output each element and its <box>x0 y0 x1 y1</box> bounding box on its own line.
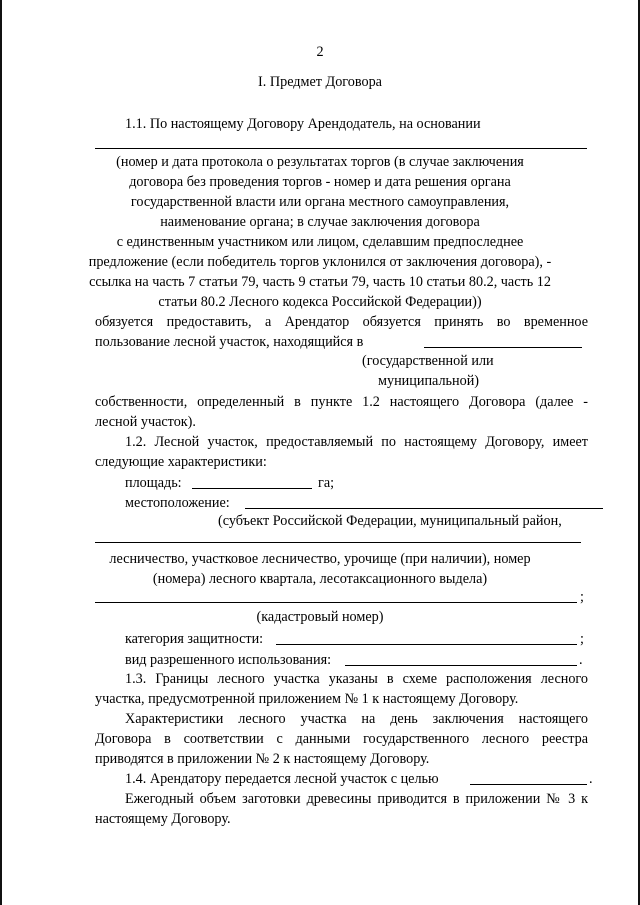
location-blank-line <box>245 508 603 509</box>
characteristics-line-1: Характеристики лесного участка на день заключения настоящего <box>125 711 588 727</box>
basis-note-line-8: статьи 80.2 Лесного кодекса Российской Федерации)) <box>158 294 482 310</box>
characteristics-line-2: Договора в соответствии с данными государственного лесного реестра <box>95 731 588 747</box>
purpose-period: . <box>589 771 593 787</box>
ownership-note-2: муниципальной) <box>378 373 480 389</box>
use-label: вид разрешенного использования: <box>125 652 332 668</box>
area-unit: га; <box>318 475 335 491</box>
protection-blank-line <box>276 644 577 645</box>
obligation-line-2: пользование лесной участок, находящийся в <box>95 334 364 350</box>
area-blank-line <box>192 488 312 489</box>
annual-volume-line-1: Ежегодный объем заготовки древесины приводится в приложении № 3 к <box>125 791 588 807</box>
clause-1-3-line-1: 1.3. Границы лесного участка указаны в схеме расположения лесного <box>125 671 588 687</box>
ownership-line-2: лесной участок). <box>95 414 196 430</box>
location-blank-line-2 <box>95 542 581 543</box>
protection-semicolon: ; <box>580 631 584 647</box>
clause-1-1: 1.1. По настоящему Договору Арендодатель, на основании <box>125 116 481 132</box>
characteristics-line-3: приводятся в приложении № 2 к настоящему Договору. <box>95 751 430 767</box>
cadastral-blank-line <box>95 602 577 603</box>
ownership-blank-line <box>424 347 582 348</box>
location-note-1: (субъект Российской Федерации, муниципальный район, <box>218 513 562 529</box>
purpose-blank-line <box>470 784 587 785</box>
location-note-3: (номера) лесного квартала, лесотаксационного выдела) <box>152 571 488 587</box>
obligation-line-1: обязуется предоставить, а Арендатор обязуется принять во временное <box>95 314 588 330</box>
basis-note-line-1: (номер и дата протокола о результатах торгов (в случае заключения <box>116 154 524 170</box>
page-number: 2 <box>316 44 324 60</box>
ownership-note-1: (государственной или <box>362 353 494 369</box>
location-label: местоположение: <box>125 495 230 511</box>
annual-volume-line-2: настоящему Договору. <box>95 811 231 827</box>
basis-note-line-3: государственной власти или органа местного самоуправления, <box>130 194 510 210</box>
ownership-line-1: собственности, определенный в пункте 1.2 настоящего Договора (далее - <box>95 394 588 410</box>
section-title: I. Предмет Договора <box>258 74 382 90</box>
location-note-2: лесничество, участковое лесничество, урочище (при наличии), номер <box>109 551 531 567</box>
clause-1-4: 1.4. Арендатору передается лесной участок с целью <box>125 771 439 787</box>
clause-1-2-line-2: следующие характеристики: <box>95 454 267 470</box>
basis-note-line-4: наименование органа; в случае заключения договора <box>160 214 480 230</box>
use-period: . <box>579 652 583 668</box>
cadastral-note: (кадастровый номер) <box>256 609 384 625</box>
basis-note-line-6: предложение (если победитель торгов уклонился от заключения договора), - <box>88 254 552 270</box>
clause-1-3-line-2: участка, предусмотренной приложением № 1 к настоящему Договору. <box>95 691 519 707</box>
basis-note-line-5: с единственным участником или лицом, сделавшим предпоследнее <box>116 234 524 250</box>
clause-1-2-line-1: 1.2. Лесной участок, предоставляемый по настоящему Договору, имеет <box>125 434 588 450</box>
area-label: площадь: <box>125 475 182 491</box>
use-blank-line <box>345 665 577 666</box>
basis-blank-line <box>95 148 587 149</box>
basis-note-line-7: ссылка на часть 7 статьи 79, часть 9 статьи 79, часть 10 статьи 80.2, часть 12 <box>89 274 551 290</box>
cadastral-semicolon: ; <box>580 589 584 605</box>
basis-note-line-2: договора без проведения торгов - номер и дата решения органа <box>129 174 511 190</box>
protection-label: категория защитности: <box>125 631 264 647</box>
